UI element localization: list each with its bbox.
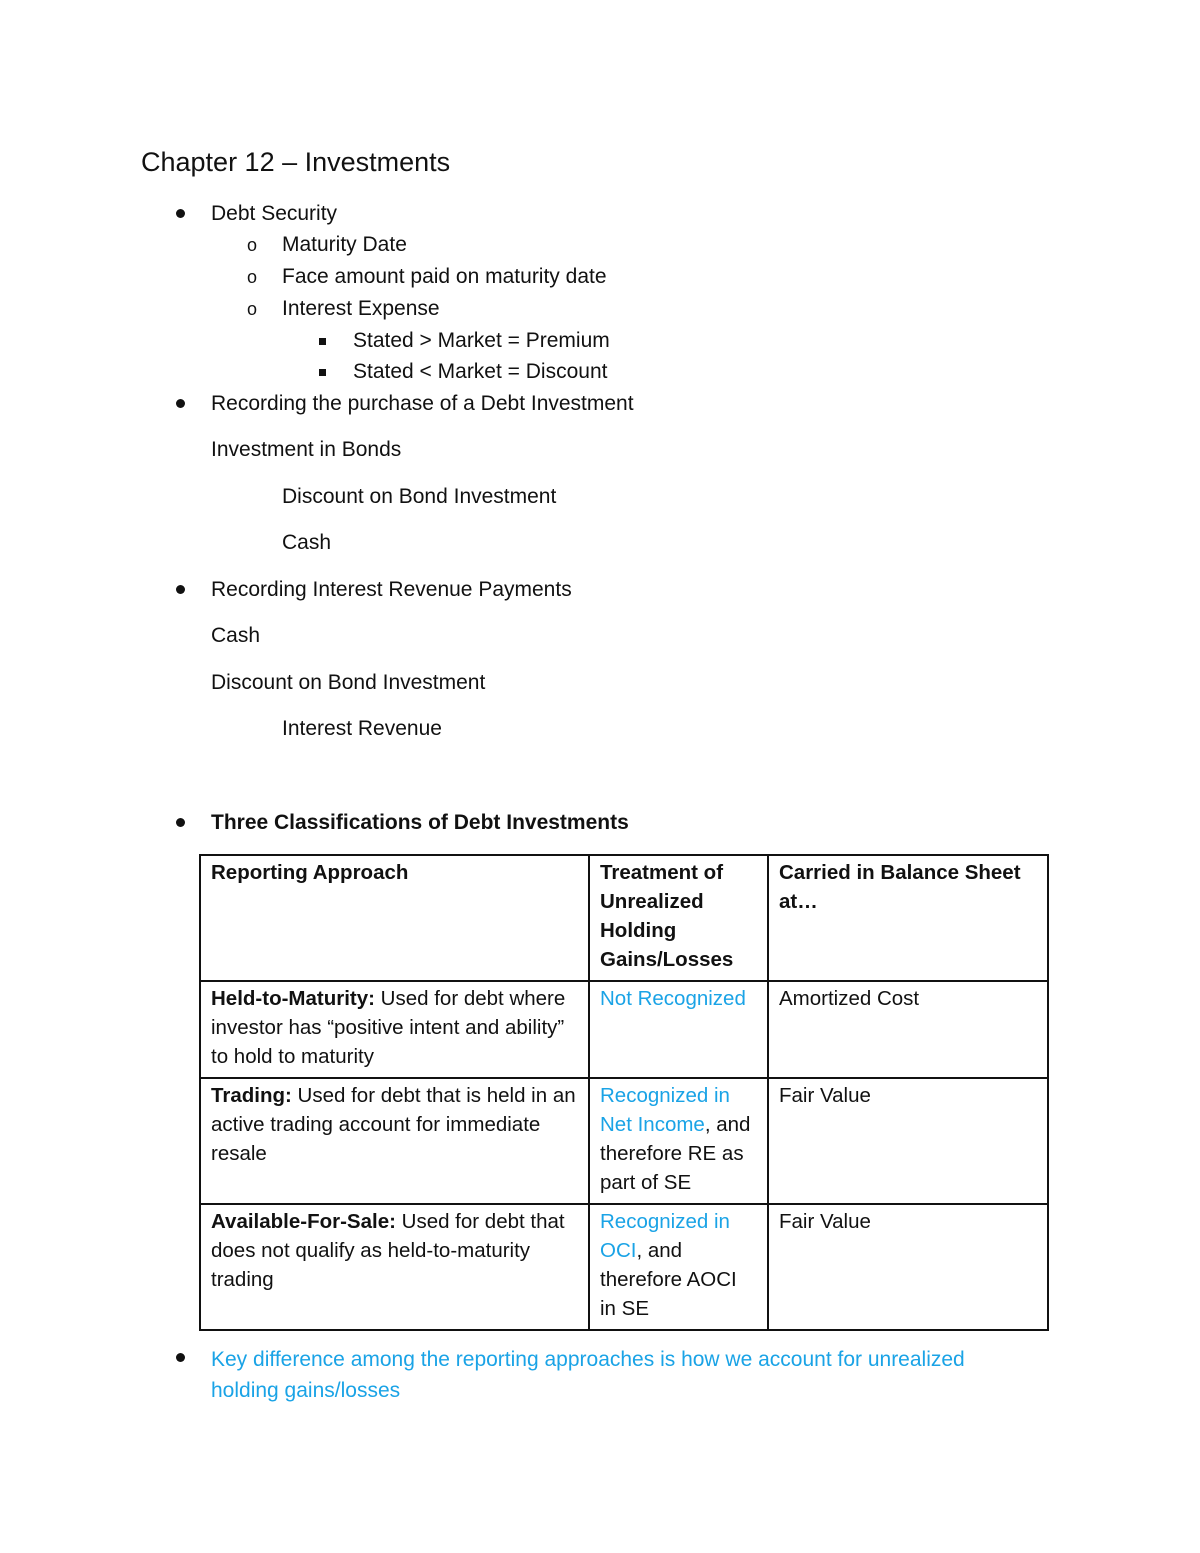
- interest-revenue-label: Recording Interest Revenue Payments: [211, 578, 572, 601]
- header-treatment: Treatment of Unrealized Holding Gains/Losses: [589, 855, 768, 981]
- bullet-square-icon: [319, 338, 326, 345]
- approach-desc: Used for debt that is held in an active trading account for immediate resale: [211, 1084, 576, 1165]
- approach-desc: Used for debt where investor has “positive intent and ability” to hold to maturity: [211, 987, 566, 1068]
- approach-cell: [200, 1204, 589, 1330]
- treatment-highlight: Recognized in Net Income: [600, 1084, 730, 1136]
- bullet-circle-icon: o: [247, 267, 258, 287]
- table-row: [200, 1078, 1048, 1204]
- bullet-disc-icon: [176, 399, 185, 408]
- treatment-highlight: Not Recognized: [600, 987, 746, 1010]
- list-item-face-amount: Face amount paid on maturity date: [282, 265, 607, 288]
- table-row: [200, 981, 1048, 1078]
- list-item-maturity-date: Maturity Date: [282, 233, 407, 256]
- treatment-cell: [589, 1204, 768, 1330]
- bullet-circle-icon: o: [247, 299, 258, 319]
- classifications-label: Three Classifications of Debt Investments: [211, 811, 629, 834]
- carried-cell: Fair Value: [768, 1204, 1048, 1330]
- carried-cell: Amortized Cost: [768, 981, 1048, 1078]
- carried-cell: Fair Value: [768, 1078, 1048, 1204]
- table-row: [200, 1204, 1048, 1330]
- header-carried: Carried in Balance Sheet at…: [768, 855, 1048, 981]
- page-title: Chapter 12 – Investments: [141, 147, 451, 177]
- treatment-highlight: Recognized in OCI: [600, 1210, 730, 1262]
- approach-cell: [200, 1078, 589, 1204]
- approach-name: Held-to-Maturity:: [211, 987, 375, 1010]
- debt-security-label: Debt Security: [211, 202, 338, 225]
- interest-debit-discount: Discount on Bond Investment: [211, 671, 486, 694]
- approach-cell: [200, 981, 589, 1078]
- purchase-credit-cash: Cash: [282, 531, 332, 554]
- list-item-interest-expense: Interest Expense: [282, 297, 440, 320]
- bullet-disc-icon: [176, 209, 185, 218]
- treatment-cell: [589, 981, 768, 1078]
- approach-name: Trading:: [211, 1084, 292, 1107]
- interest-credit-revenue: Interest Revenue: [282, 717, 442, 740]
- treatment-cell: [589, 1078, 768, 1204]
- interest-debit-cash: Cash: [211, 624, 261, 647]
- list-item-discount: Stated < Market = Discount: [353, 360, 608, 383]
- key-difference-note: Key difference among the reporting approaches is how we account for unrealized holding gains/losses: [211, 1348, 965, 1402]
- list-item-premium: Stated > Market = Premium: [353, 329, 610, 352]
- bullet-circle-icon: o: [247, 235, 258, 255]
- purchase-credit-discount: Discount on Bond Investment: [282, 485, 557, 508]
- bullet-disc-icon: [176, 1353, 185, 1362]
- table-header-row: [200, 855, 1048, 981]
- purchase-label: Recording the purchase of a Debt Investment: [211, 392, 634, 415]
- classifications-table: [199, 854, 1049, 1331]
- bullet-square-icon: [319, 369, 326, 376]
- purchase-debit: Investment in Bonds: [211, 438, 402, 461]
- treatment-rest: , and therefore AOCI in SE: [600, 1239, 737, 1320]
- bullet-disc-icon: [176, 818, 185, 827]
- header-reporting-approach: Reporting Approach: [200, 855, 589, 981]
- treatment-rest: , and therefore RE as part of SE: [600, 1113, 751, 1194]
- bullet-disc-icon: [176, 585, 185, 594]
- approach-desc: Used for debt that does not qualify as held-to-maturity trading: [211, 1210, 565, 1291]
- approach-name: Available-For-Sale:: [211, 1210, 396, 1233]
